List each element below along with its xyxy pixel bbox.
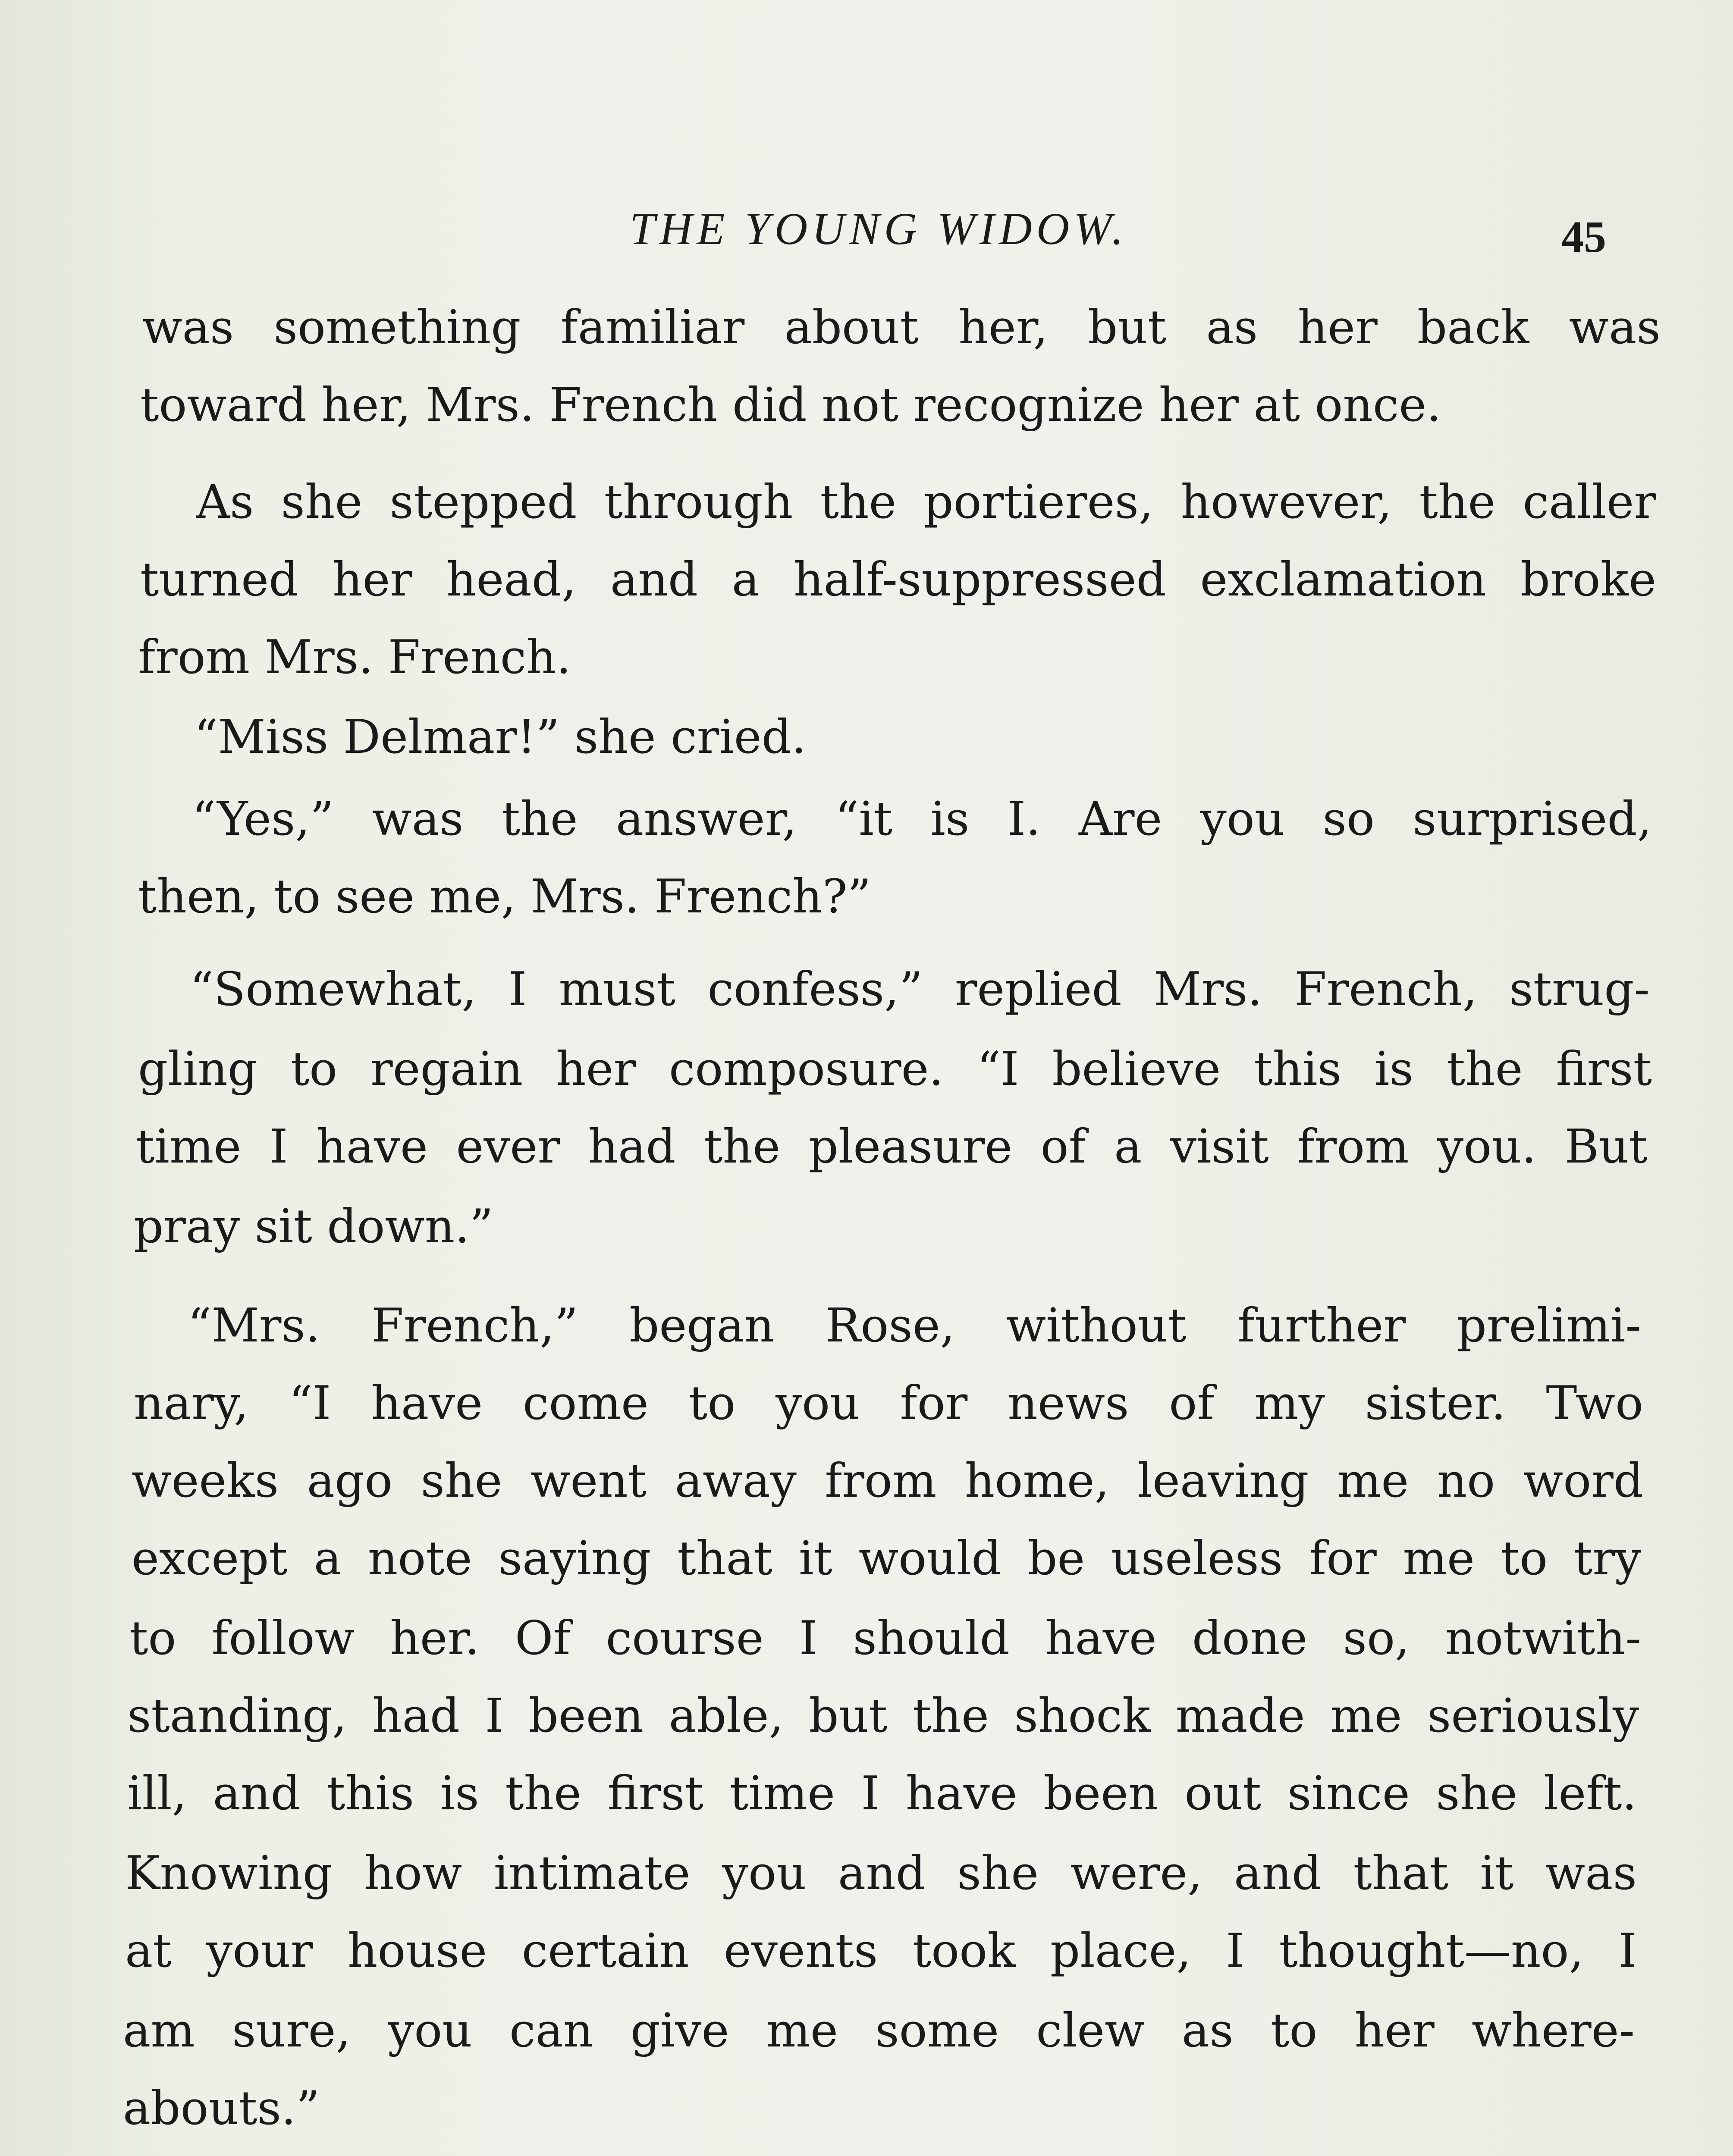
text-line: to follow her. Of course I should have done so, notwith- [129, 1611, 1641, 1665]
text-line: Knowing how intimate you and she were, and that it was [125, 1846, 1637, 1900]
text-line: at your house certain events took place, I thought—no, I [125, 1924, 1637, 1978]
text-line: toward her, Mrs. French did not recognize her at once. [140, 378, 1441, 432]
page-number: 45 [1561, 212, 1606, 262]
text-line: then, to see me, Mrs. French?” [138, 870, 871, 924]
text-line: ill, and this is the first time I have been out since she left. [127, 1767, 1637, 1821]
text-line: from Mrs. French. [138, 630, 571, 684]
running-title: THE YOUNG WIDOW. [630, 204, 1128, 254]
text-line: am sure, you can give me some clew as to her where- [123, 2004, 1635, 2058]
text-line: except a note saying that it would be useless for me to try [132, 1532, 1641, 1586]
text-line: gling to regain her composure. “I believe this is the first [138, 1042, 1652, 1096]
text-line: abouts.” [123, 2081, 320, 2135]
text-line: “Mrs. French,” began Rose, without further prelimi- [188, 1299, 1641, 1353]
text-line: was something familiar about her, but as her back was [142, 301, 1661, 354]
text-line: standing, had I been able, but the shock made me seriously [127, 1689, 1639, 1743]
text-line: turned her head, and a half-suppressed exclamation broke [140, 553, 1656, 607]
text-line: “Miss Delmar!” she cried. [194, 710, 807, 764]
text-line: pray sit down.” [134, 1200, 493, 1253]
text-line: “Somewhat, I must confess,” replied Mrs. French, strug- [190, 962, 1650, 1016]
text-line: “Yes,” was the answer, “it is I. Are you so surprised, [192, 792, 1652, 846]
text-line: nary, “I have come to you for news of my sister. Two [134, 1376, 1643, 1430]
text-line: As she stepped through the portieres, however, the caller [196, 475, 1656, 529]
text-line: time I have ever had the pleasure of a visit from you. But [136, 1120, 1648, 1174]
text-line: weeks ago she went away from home, leaving me no word [132, 1454, 1643, 1508]
